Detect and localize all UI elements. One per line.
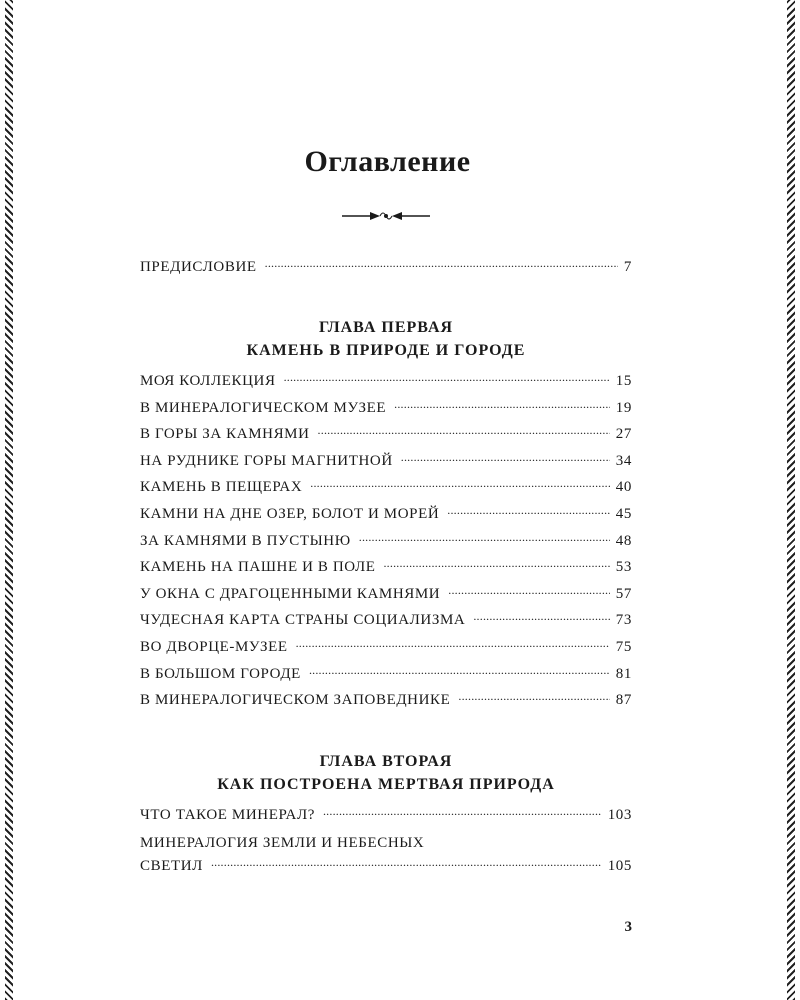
dot-leader [323, 804, 602, 819]
toc-entry[interactable] [140, 583, 632, 610]
toc-entry[interactable] [140, 556, 632, 583]
toc-entry-page: 57 [615, 585, 632, 602]
toc-entry-multiline[interactable] [140, 831, 632, 882]
dot-leader [359, 530, 610, 545]
toc-entry-label: КАМНИ НА ДНЕ ОЗЕР, БОЛОТ И МОРЕЙ [140, 505, 440, 522]
dot-leader [265, 256, 618, 271]
toc-entry-label: В МИНЕРАЛОГИЧЕСКОМ ЗАПОВЕДНИКЕ [140, 692, 451, 709]
chapter-1-heading [140, 316, 632, 362]
chapter-subtitle: КАК ПОСТРОЕНА МЕРТВАЯ ПРИРОДА [217, 776, 555, 793]
toc-entry-page: 40 [615, 479, 632, 496]
toc-entry-label: У ОКНА С ДРАГОЦЕННЫМИ КАМНЯМИ [140, 585, 441, 602]
toc-entry[interactable] [140, 450, 632, 477]
toc-entry-label-line2: СВЕТИЛ [140, 857, 203, 874]
toc-entry-page: 27 [615, 426, 632, 443]
toc-entry[interactable] [140, 804, 632, 831]
dot-leader [401, 450, 610, 465]
toc-entry-label: В ГОРЫ ЗА КАМНЯМИ [140, 426, 310, 443]
dot-leader [296, 636, 610, 651]
toc-entry[interactable] [140, 663, 632, 690]
toc-entry-label: ЧУДЕСНАЯ КАРТА СТРАНЫ СОЦИАЛИЗМА [140, 612, 466, 629]
dot-leader [309, 663, 610, 678]
toc-entry-page: 45 [615, 505, 632, 522]
toc-entry-label: ПРЕДИСЛОВИЕ [140, 259, 257, 275]
dot-leader [211, 855, 602, 870]
divider-ornament-icon [340, 208, 432, 224]
toc-entry[interactable] [140, 689, 632, 716]
toc-entry-page: 81 [615, 665, 632, 682]
toc-entry[interactable] [140, 476, 632, 503]
dot-leader [310, 476, 610, 491]
toc-entry-page: 103 [607, 807, 632, 823]
toc-entry-page: 34 [615, 452, 632, 469]
chapter-1-entries [140, 370, 632, 716]
toc-entry-label: КАМЕНЬ НА ПАШНЕ И В ПОЛЕ [140, 559, 376, 576]
toc-entry[interactable] [140, 609, 632, 636]
toc-entry-label: МОЯ КОЛЛЕКЦИЯ [140, 373, 276, 389]
dot-leader [394, 397, 610, 412]
toc-entry[interactable] [140, 256, 632, 283]
toc-entry-page: 53 [615, 559, 632, 576]
dot-leader [448, 583, 610, 598]
toc-entry-label: В МИНЕРАЛОГИЧЕСКОМ МУЗЕЕ [140, 399, 387, 416]
toc-entry[interactable] [140, 397, 632, 424]
toc-entry-label: ВО ДВОРЦЕ-МУЗЕЕ [140, 638, 288, 655]
toc-preface [140, 256, 632, 283]
toc-entry[interactable] [140, 503, 632, 530]
toc-entry-page: 105 [607, 857, 632, 874]
page-number: 3 [624, 919, 632, 935]
toc-entry[interactable] [140, 636, 632, 663]
toc-entry-page: 73 [615, 612, 632, 629]
toc-entry [140, 855, 632, 882]
toc-entry-label: ЗА КАМНЯМИ В ПУСТЫНЮ [140, 532, 351, 549]
dot-leader [473, 609, 609, 624]
toc-entry-label: КАМЕНЬ В ПЕЩЕРАХ [140, 479, 303, 496]
toc-entry-label: ЧТО ТАКОЕ МИНЕРАЛ? [140, 807, 315, 823]
page-title: Оглавление [304, 145, 471, 178]
toc-entry-page: 48 [615, 532, 632, 549]
toc-entry[interactable] [140, 530, 632, 557]
chapter-heading: ГЛАВА ВТОРАЯ [319, 753, 453, 770]
toc-entry-label-line1: МИНЕРАЛОГИЯ ЗЕМЛИ И НЕБЕСНЫХ [140, 834, 425, 851]
chapter-subtitle: КАМЕНЬ В ПРИРОДЕ И ГОРОДЕ [246, 342, 526, 359]
toc-entry-page: 7 [623, 259, 632, 275]
toc-entry-page: 87 [615, 692, 632, 709]
right-border-ornament [787, 0, 795, 1000]
dot-leader [447, 503, 610, 518]
toc-entry-page: 15 [615, 373, 632, 389]
toc-entry-page: 19 [615, 399, 632, 416]
chapter-heading: ГЛАВА ПЕРВАЯ [318, 319, 454, 336]
chapter-2-entries [140, 804, 632, 881]
dot-leader [284, 370, 610, 385]
dot-leader [383, 556, 609, 571]
toc-entry[interactable] [140, 370, 632, 397]
toc-entry-page: 75 [615, 638, 632, 655]
dot-leader [458, 689, 609, 704]
toc-entry-label: НА РУДНИКЕ ГОРЫ МАГНИТНОЙ [140, 452, 393, 469]
dot-leader [318, 423, 610, 438]
chapter-2-heading [140, 750, 632, 796]
toc-entry[interactable] [140, 423, 632, 450]
toc-entry-label: В БОЛЬШОМ ГОРОДЕ [140, 665, 301, 682]
